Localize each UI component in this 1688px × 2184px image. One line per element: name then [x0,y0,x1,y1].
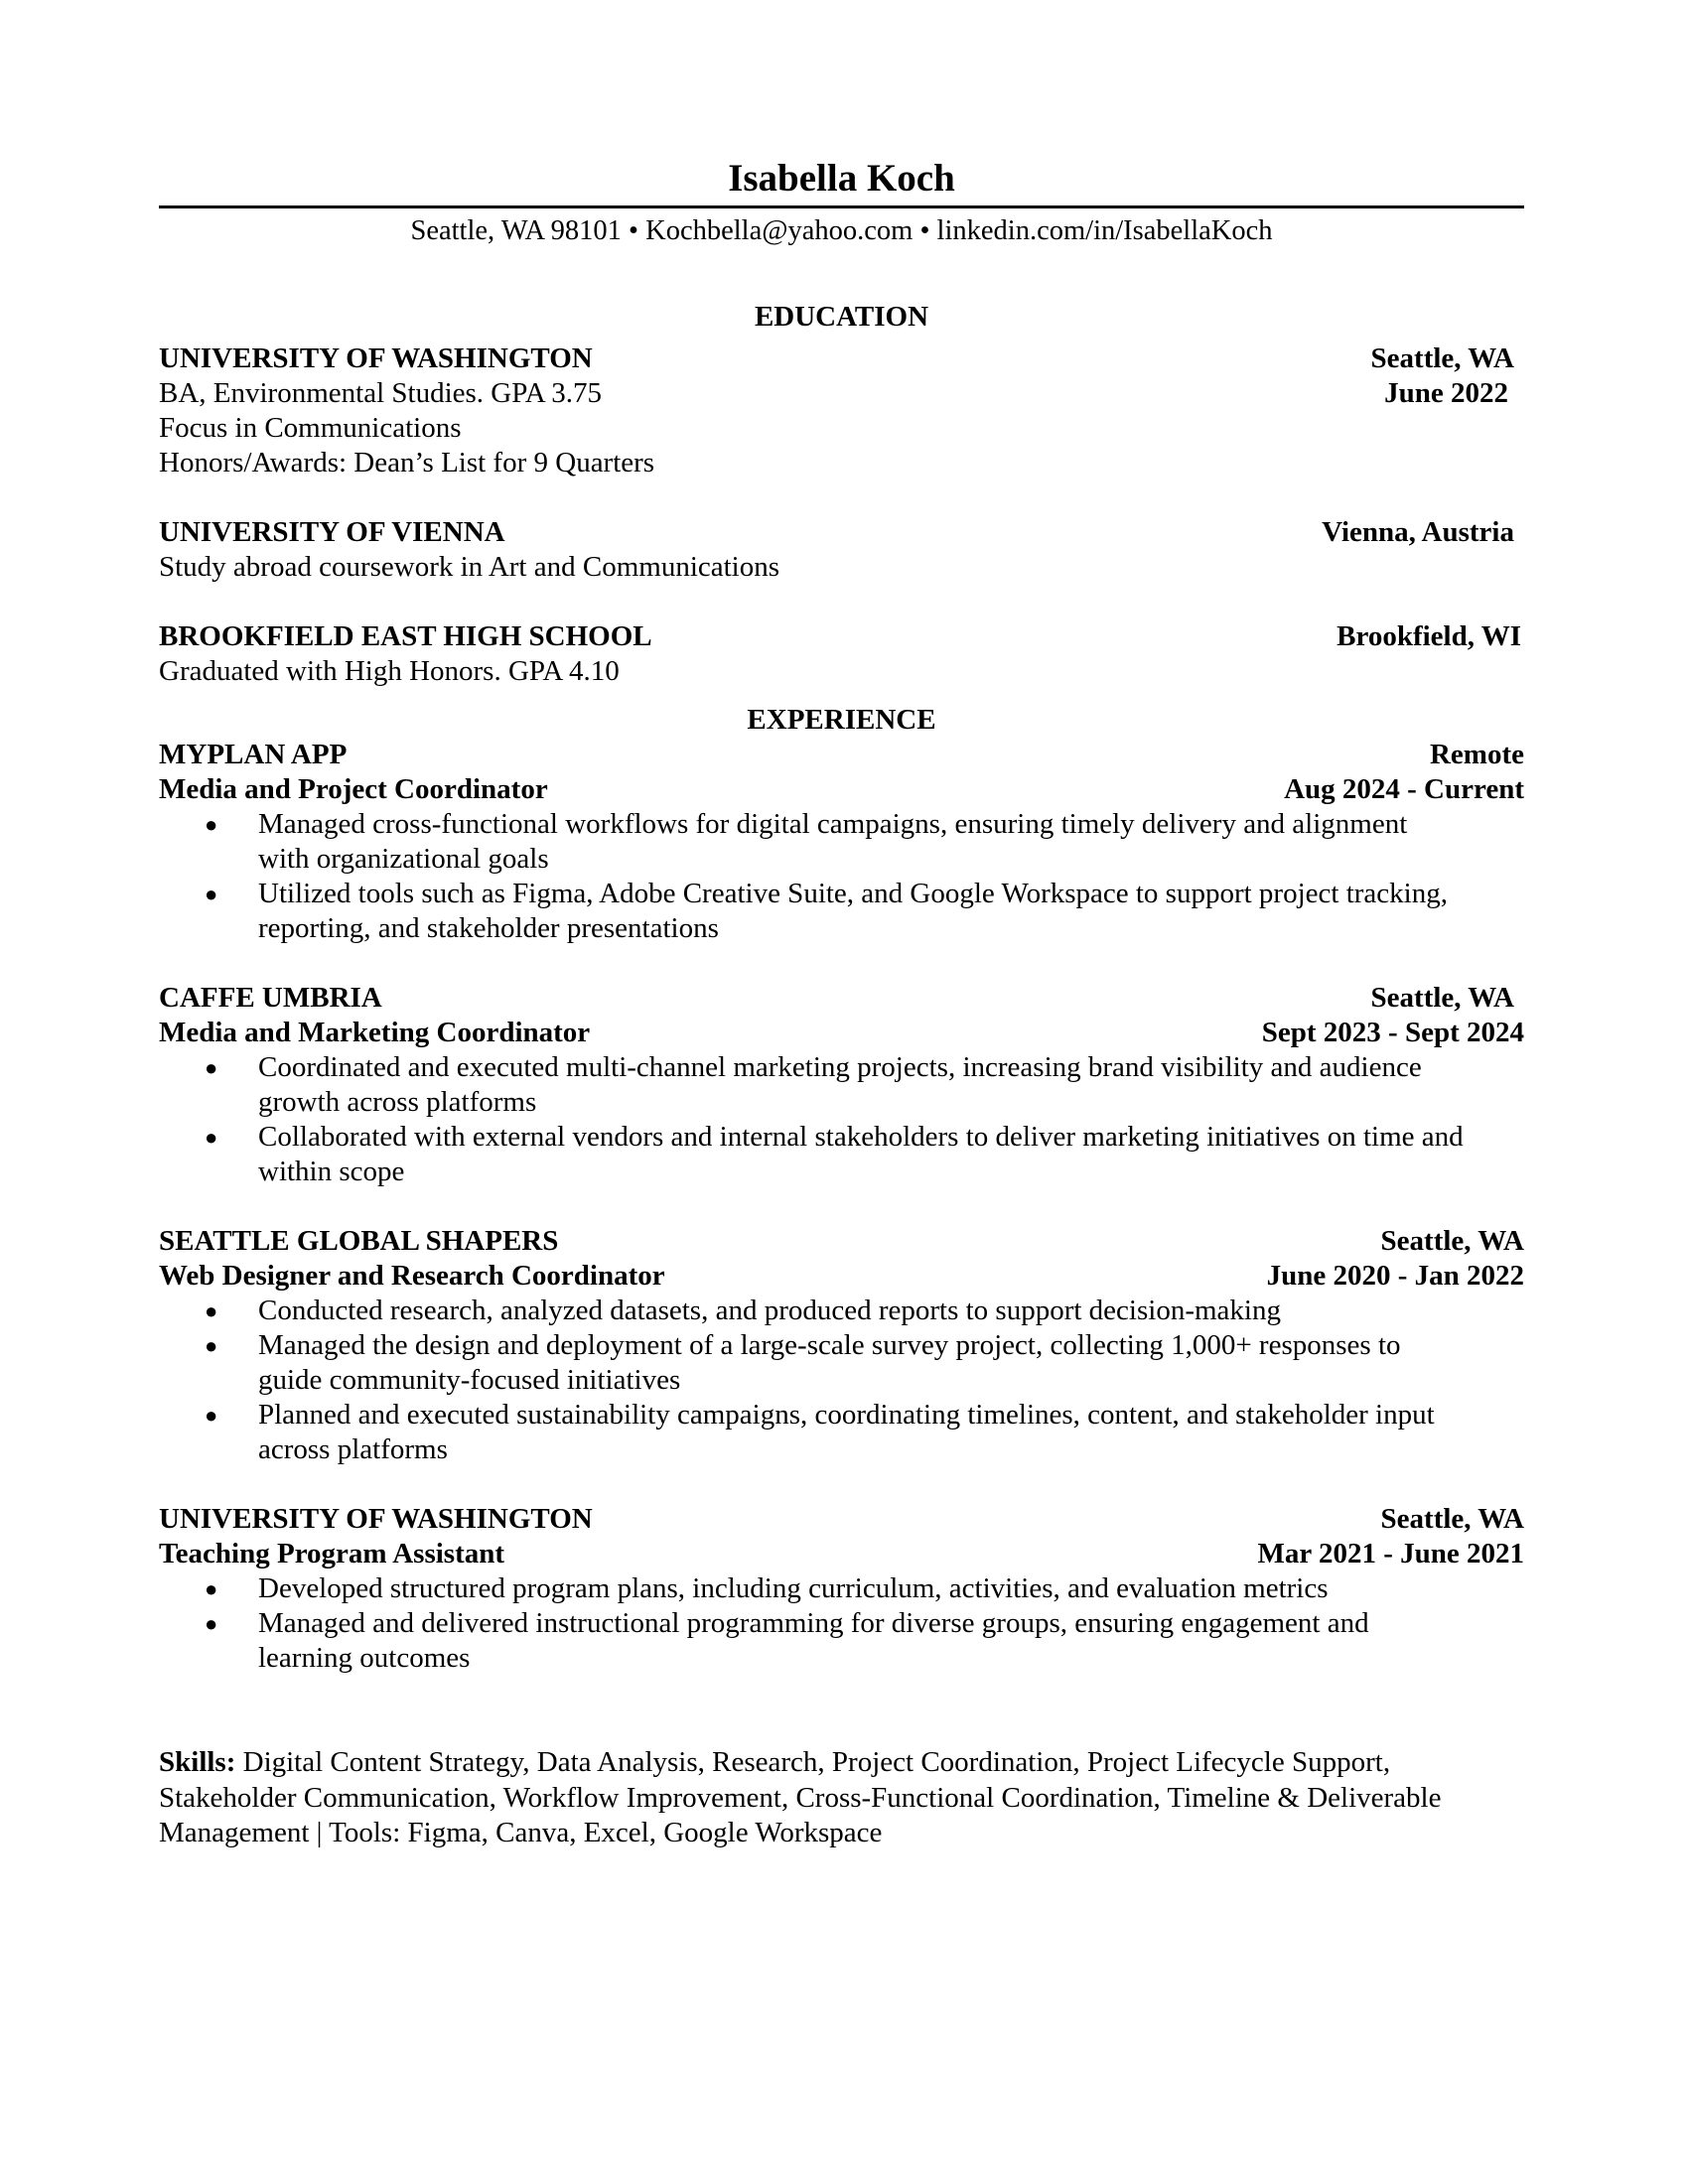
experience-entry [159,981,1524,1189]
bullet-item: ● Managed cross-functional workflows for digital campaigns, ensuring timely delivery and alignment with organizational goals [205,808,1408,875]
job-dates: Sept 2023 - Sept 2024 [1261,1017,1524,1048]
bullet-dot-icon: ● [205,1055,218,1080]
bullet-dot-icon: ● [205,812,218,837]
bullet-dot-icon: ● [205,882,218,906]
bullet-dot-icon: ● [205,1125,218,1150]
school-name: BROOKFIELD EAST HIGH SCHOOL [159,620,652,652]
skills-text: Management | Tools: Figma, Canva, Excel, Google Workspace [159,1817,883,1848]
honors-line: Honors/Awards: Dean’s List for 9 Quarters [159,447,655,478]
skills-text: Stakeholder Communication, Workflow Improvement, Cross-Functional Coordination, Timeline & Deliverable [159,1781,1442,1814]
job-location: Seattle, WA [1370,982,1514,1014]
bullet-item: ● Planned and executed sustainability campaigns, coordinating timelines, content, and stakeholder input across platforms [205,1399,1435,1465]
job-title: Teaching Program Assistant [159,1538,505,1570]
bullet-dot-icon: ● [205,1403,218,1428]
experience-entry [159,1224,1524,1467]
job-title: Web Designer and Research Coordinator [159,1260,665,1292]
experience-entry [159,738,1524,946]
job-location: Seattle, WA [1380,1225,1524,1257]
bullet-dot-icon: ● [205,1333,218,1358]
bullet-item: ● Conducted research, analyzed datasets, and produced reports to support decision-making [205,1295,1281,1326]
job-dates: June 2020 - Jan 2022 [1266,1260,1524,1292]
bullet-item: ● Managed the design and deployment of a large-scale survey project, collecting 1,000+ responses to guide community-focused initiatives [205,1329,1401,1396]
graduation-line: Graduated with High Honors. GPA 4.10 [159,655,620,687]
job-title: Media and Marketing Coordinator [159,1017,591,1048]
bullet-dot-icon: ● [205,1576,218,1601]
candidate-name: Isabella Koch [728,157,955,200]
header-divider [159,205,1524,208]
school-location: Brookfield, WI [1336,620,1521,652]
organization-name: SEATTLE GLOBAL SHAPERS [159,1225,559,1257]
organization-name: MYPLAN APP [159,739,348,770]
skills-label: Skills: [159,1746,236,1778]
bullet-dot-icon: ● [205,1611,218,1636]
resume-content [159,157,1524,1851]
skills-section [159,1745,1524,1851]
job-location: Remote [1429,739,1524,770]
bullet-item: ● Collaborated with external vendors and internal stakeholders to deliver marketing initiatives on time and within scope [205,1121,1464,1187]
school-location: Vienna, Austria [1322,516,1514,548]
school-name: UNIVERSITY OF VIENNA [159,516,505,548]
education-heading: EDUCATION [754,301,929,333]
bullet-item: ● Developed structured program plans, including curriculum, activities, and evaluation metrics [205,1572,1329,1604]
organization-name: CAFFE UMBRIA [159,982,382,1014]
organization-name: UNIVERSITY OF WASHINGTON [159,1503,593,1535]
school-name: UNIVERSITY OF WASHINGTON [159,342,593,374]
job-dates: Mar 2021 - June 2021 [1257,1538,1524,1570]
education-entry [159,341,1524,480]
skills-text: Digital Content Strategy, Data Analysis, Research, Project Coordination, Project Lifecycle Support, [235,1746,1391,1778]
focus-line: Focus in Communications [159,412,462,444]
experience-entry [159,1502,1524,1676]
contact-line: Seattle, WA 98101 • Kochbella@yahoo.com • linkedin.com/in/IsabellaKoch [410,215,1273,246]
job-dates: Aug 2024 - Current [1284,773,1524,805]
graduation-date: June 2022 [1384,377,1508,409]
education-entry [159,619,1524,689]
study-abroad-line: Study abroad coursework in Art and Communications [159,551,780,583]
job-location: Seattle, WA [1380,1503,1524,1535]
degree: BA, Environmental Studies. GPA 3.75 [159,377,603,409]
bullet-item: ● Utilized tools such as Figma, Adobe Creative Suite, and Google Workspace to support project tracking, reporting, and stakeholder presentations [205,878,1448,944]
bullet-item: ● Managed and delivered instructional programming for diverse groups, ensuring engagement and learning outcomes [205,1607,1369,1674]
job-title: Media and Project Coordinator [159,773,548,805]
bullet-item: ● Coordinated and executed multi-channel marketing projects, increasing brand visibility and audience growth across platforms [205,1051,1422,1118]
education-entry [159,515,1524,585]
bullet-dot-icon: ● [205,1298,218,1323]
experience-heading: EXPERIENCE [747,704,936,736]
school-location: Seattle, WA [1370,342,1514,374]
